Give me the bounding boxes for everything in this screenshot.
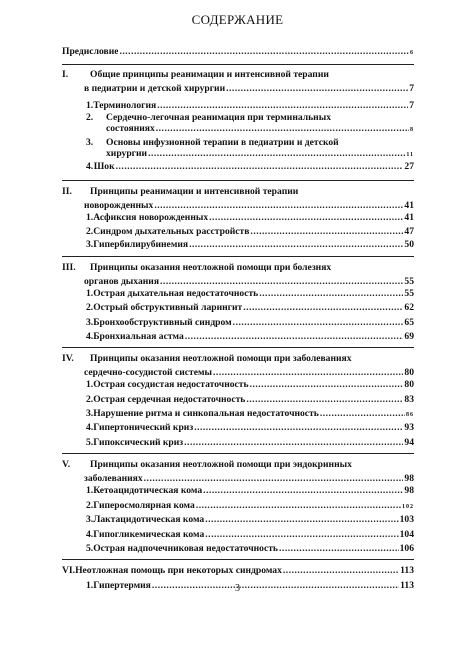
leader-dots [184,437,403,449]
subsection-title: Гипоксический криз [93,437,184,448]
subsection-title: Синдром дыхательных расстройств [93,226,250,237]
page-ref: 55 [404,288,414,299]
subsection-title: Гипербилирубинемия [93,239,189,250]
entry-number: 1. [86,379,94,390]
section-title-row [84,367,414,379]
entry-number: 2. [86,302,94,313]
subsection-row [86,422,414,434]
section-divider [62,64,414,65]
subsection-row [86,288,414,300]
subsection-row [86,317,414,329]
page-ref: 93 [404,422,414,433]
subsection-title: Гипертонический криз [93,422,194,433]
section-title-row [84,473,414,485]
subsection-title: Кетоацидотическая кома [93,485,203,496]
leader-dots [283,565,399,577]
subsection-row [106,148,414,160]
entry-number: 2. [86,500,94,511]
page-ref: 69 [404,331,414,342]
page-ref: 41 [404,200,414,211]
subsection-row [86,212,414,224]
entry-number: 5. [86,543,94,554]
page-ref: 83 [404,394,414,405]
page-ref: 41 [404,212,414,223]
subsection-row [86,437,414,449]
leader-dots [189,239,403,251]
subsection-title: Лактацидотическая кома [93,514,205,525]
page-ref: 104 [399,529,414,540]
leader-dots [250,226,403,238]
section-divider [62,256,414,257]
leader-dots [213,367,403,379]
leader-dots [157,100,408,112]
page-ref: 8 [410,127,414,133]
entry-number: 4. [86,161,94,172]
page-ref: 113 [400,580,414,591]
subsection-title: Острый обструктивный ларингит [93,302,243,313]
section-title-row [62,262,414,274]
leader-dots [243,302,403,314]
section-title-row [84,200,414,212]
subsection-title: Острая сосудистая недостаточность [93,379,249,390]
leader-dots [226,83,408,95]
leader-dots [259,288,403,300]
subsection-row [86,543,414,555]
subsection-title: хирургии [106,148,148,159]
page-ref: 106 [399,543,414,554]
section-title: новорожденных [84,200,154,211]
entry-number: 2. [86,394,94,405]
subsection-row [86,226,414,238]
page-ref: 55 [404,276,414,287]
page-ref: 62 [404,302,414,313]
section-title-row [62,565,414,577]
subsection-title: Асфиксия новорожденных [93,212,209,223]
entry-number: I. [62,69,69,80]
subsection-title: Острая надпочечниковая недостаточность [93,543,279,554]
leader-dots [160,276,403,288]
entry-number: 5. [86,437,94,448]
subsection-row [86,379,414,391]
subsection-row [86,161,414,173]
page-ref: 47 [404,226,414,237]
entry-number: II. [62,186,72,197]
page-ref: 98 [404,485,414,496]
page-title: СОДЕРЖАНИЕ [191,12,284,27]
page-ref: 102 [402,504,414,510]
section-title-row [62,459,414,471]
subsection-title: Терминология [93,100,157,111]
leader-dots [154,200,403,212]
subsection-row [86,239,414,251]
subsection-row [86,408,414,420]
entry-number: 4. [86,331,94,342]
subsection-title: Основы инфузионной терапии в педиатрии и детской [106,137,339,148]
page-ref: 7 [409,100,414,111]
leader-dots [233,317,404,329]
section-title-row [62,69,414,81]
entry-number: 1. [86,100,94,111]
leader-dots [320,408,405,420]
page-ref: 65 [404,317,414,328]
entry-number: 1. [86,212,94,223]
subsection-title: Гиперосмолярная кома [93,500,195,511]
leader-dots [116,161,404,173]
entry-number: 3. [86,137,94,148]
subsection-title: Нарушение ритма и синкопальная недостаточность [93,408,319,419]
section-title: в педиатрии и детской хирургии [84,83,226,94]
entry-number: 2. [86,112,94,123]
page-ref: 80 [404,379,414,390]
section-title: Принципы оказания неотложной помощи при заболеваниях [90,353,352,364]
subsection-row [86,485,414,497]
page-ref: 6 [410,50,414,56]
section-title: Принципы оказания неотложной помощи при эндокринных [90,459,352,470]
page-ref: 7 [409,83,414,94]
section-divider [62,347,414,348]
entry-number: 4. [86,422,94,433]
entry-number: 3. [86,514,94,525]
section-title-row [62,353,414,365]
section-title: органов дыхания [84,276,160,287]
section-title: Общие принципы реанимации и интенсивной терапии [90,69,329,80]
page-ref: 98 [404,473,414,484]
subsection-row [86,514,414,526]
page-ref: 113 [400,565,414,576]
section-title-row [84,83,414,95]
section-title: сердечно-сосудистой системы [84,367,213,378]
subsection-row [86,302,414,314]
subsection-title: Острая дыхательная недостаточность [93,288,259,299]
subsection-title: Шок [93,161,115,172]
subsection-title: Сердечно-легочная реанимация при терминальных [106,112,331,123]
leader-dots [196,500,401,512]
section-title: Принципы оказания неотложной помощи при болезнях [90,262,332,273]
subsection-row [86,100,414,112]
section-title: Принципы реанимации и интенсивной терапии [90,186,299,197]
leader-dots [148,148,405,160]
leader-dots [194,422,403,434]
subsection-row [86,529,414,541]
section-title: Неотложная помощь при некоторых синдромах [75,565,282,576]
entry-number: 3. [86,408,94,419]
preface-label: Предисловие [62,46,119,57]
subsection-row [106,123,414,135]
subsection-title: Бронхообструктивный синдром [93,317,232,328]
subsection-row [86,500,414,512]
entry-number: 4. [86,529,94,540]
entry-number: IV. [62,353,74,364]
section-title-row [62,186,414,198]
page-ref: 27 [404,161,414,172]
leader-dots [156,123,409,135]
section-title-row [84,276,414,288]
leader-dots [279,543,399,555]
leader-dots [205,514,398,526]
page-ref: 80 [404,367,414,378]
leader-dots [250,379,404,391]
subsection-title: Бронхиальная астма [93,331,184,342]
entry-number: 2. [86,226,94,237]
section-divider [62,453,414,454]
entry-number: 1. [86,288,94,299]
page-ref: 50 [404,239,414,250]
entry-number: V. [62,459,71,470]
leader-dots [246,394,403,406]
leader-dots [119,46,409,58]
entry-number: 3. [86,239,94,250]
leader-dots [144,473,404,485]
page-ref: 86 [406,412,414,418]
page-ref: 103 [399,514,414,525]
entry-number: III. [62,262,76,273]
entry-number: 1. [86,580,94,591]
subsection-title: Острая сердечная недостаточность [93,394,246,405]
subsection-row [86,394,414,406]
page-ref: 11 [406,152,414,158]
page-ref: 94 [404,437,414,448]
leader-dots [205,529,398,541]
entry-number: 1. [86,485,94,496]
leader-dots [209,212,403,224]
entry-number: 3. [86,317,94,328]
page-number: 3 [235,583,240,594]
section-divider [62,559,414,560]
subsection-row [86,331,414,343]
subsection-title: состояниях [106,123,155,134]
toc-row [62,46,414,58]
leader-dots [185,331,404,343]
section-divider [62,180,414,181]
leader-dots [203,485,403,497]
subsection-title: Гипогликемическая кома [93,529,205,540]
section-title: заболеваниях [84,473,143,484]
entry-number: VI. [62,565,76,576]
subsection-title: Гипертермия [93,580,151,591]
